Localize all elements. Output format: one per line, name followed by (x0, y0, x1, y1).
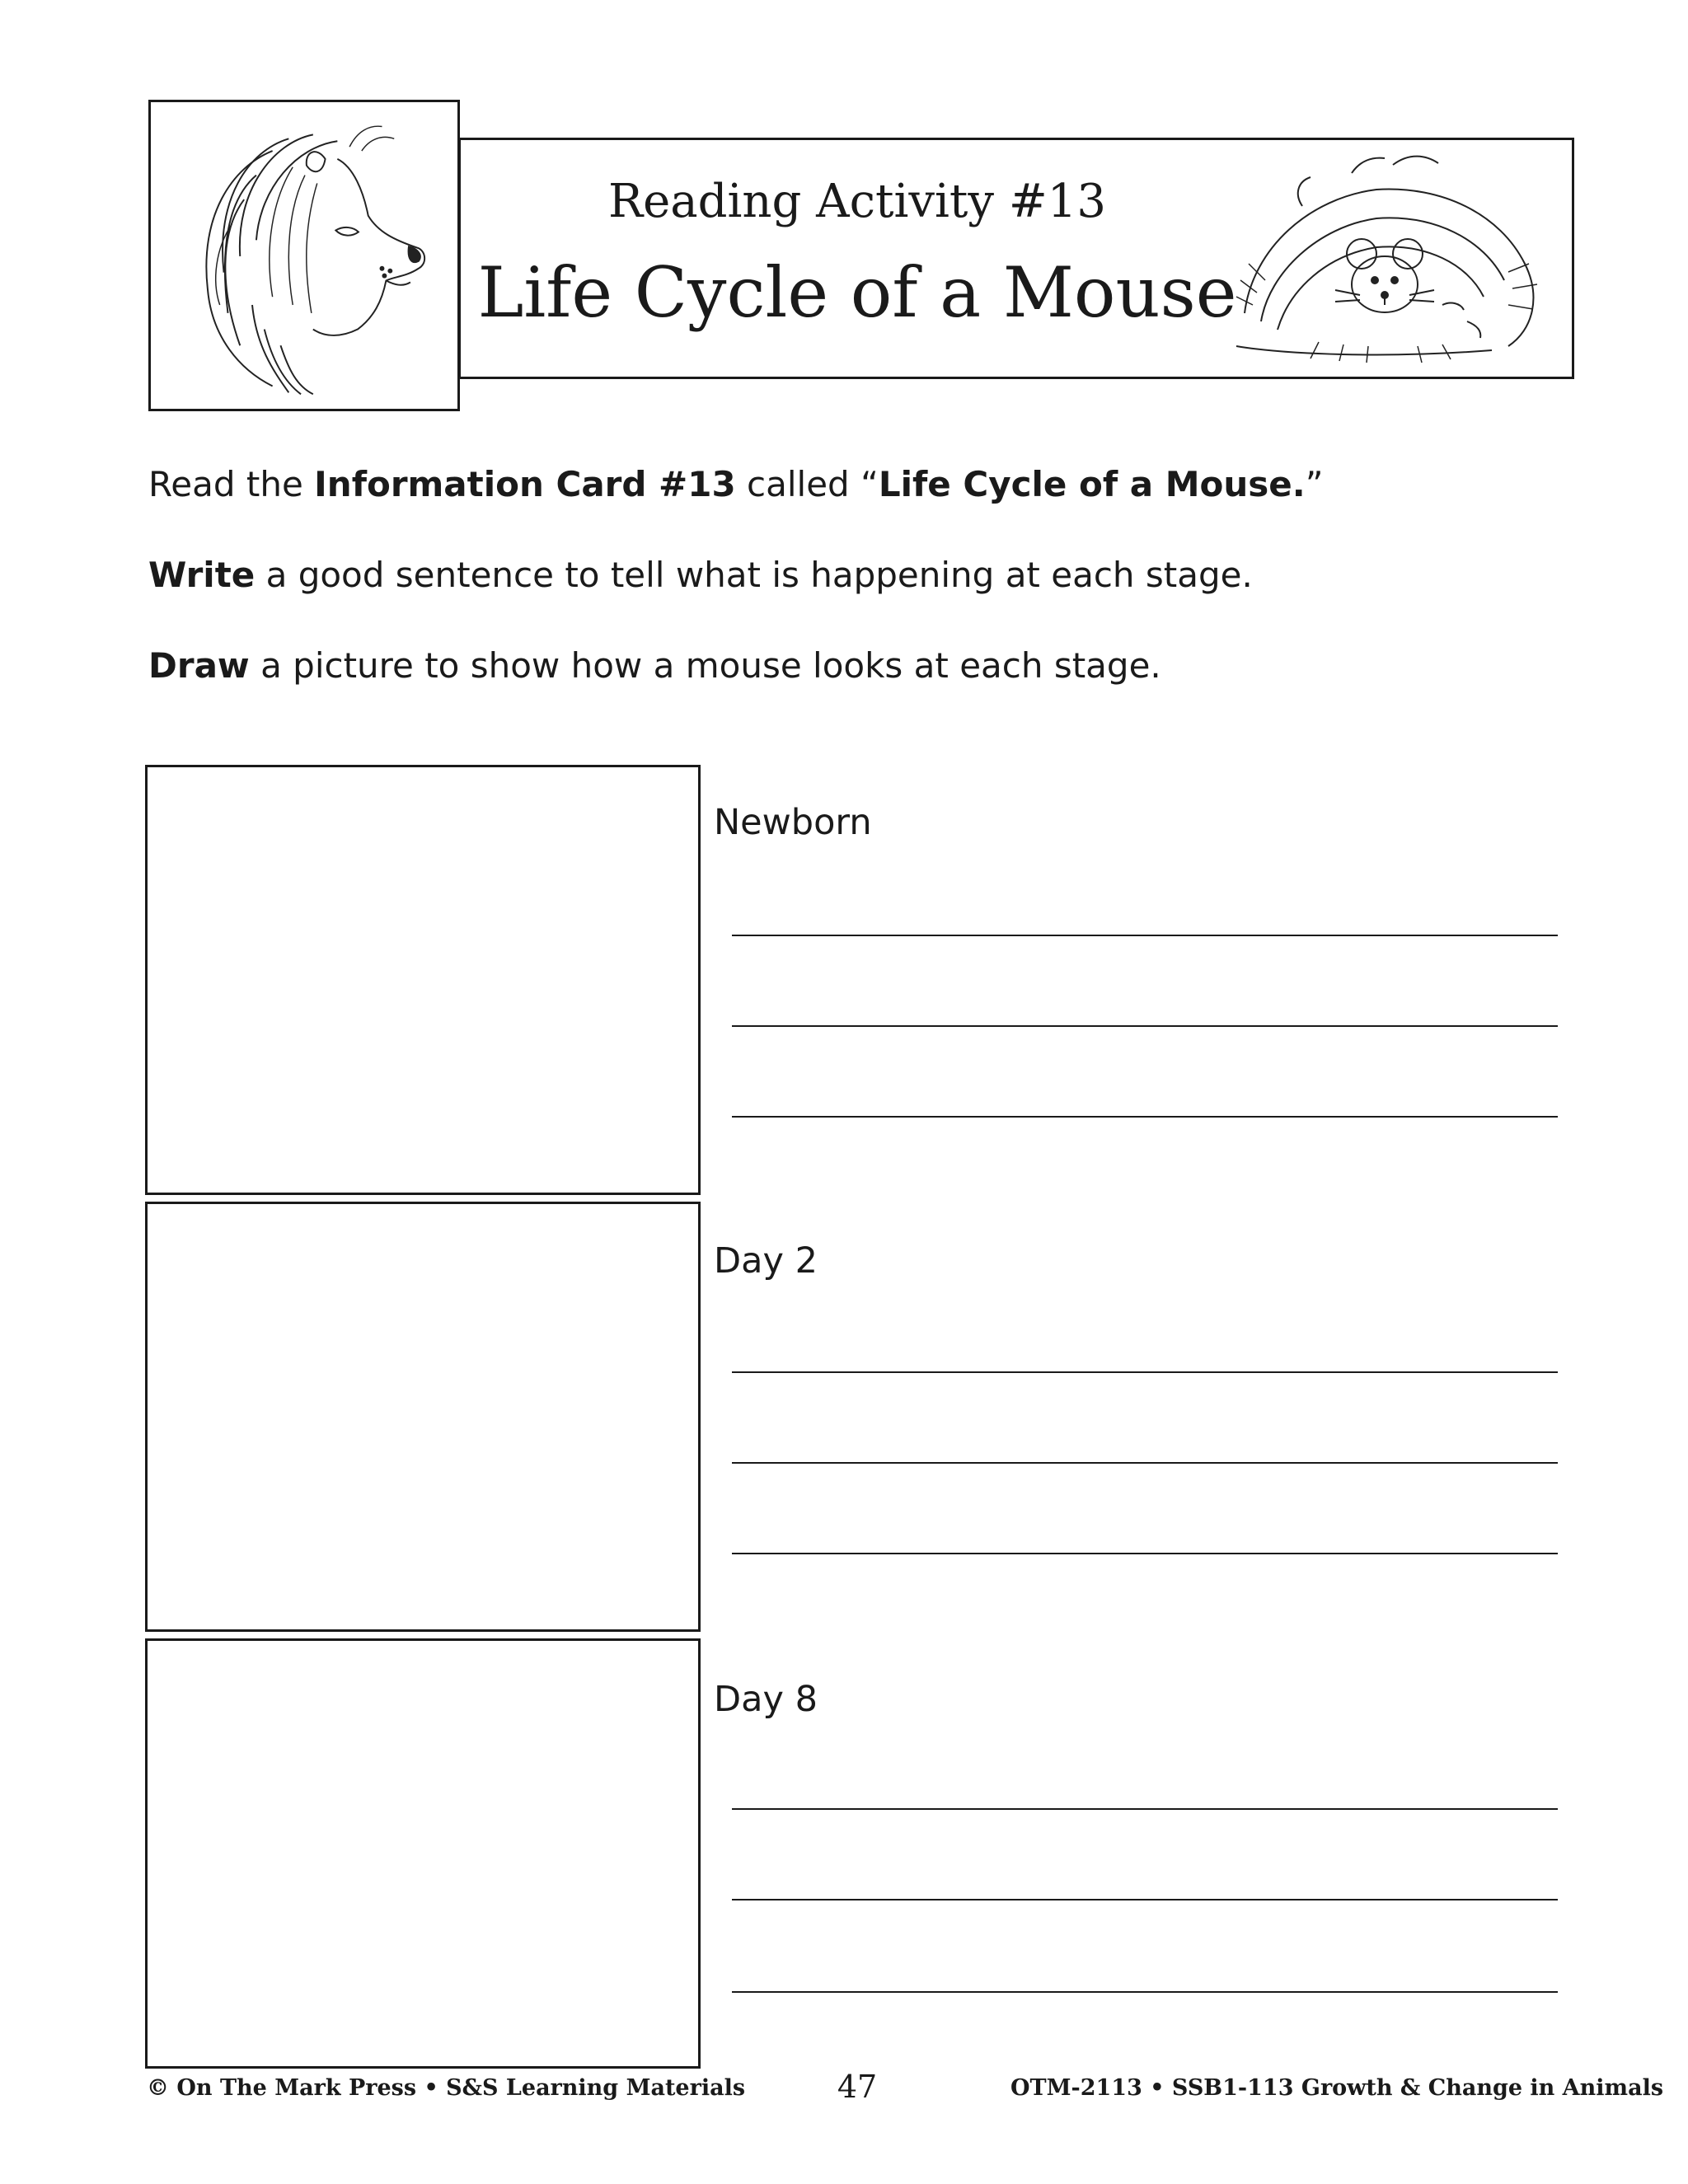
stage-label-day-8: Day 8 (714, 1679, 818, 1720)
drawing-box-newborn[interactable] (145, 765, 701, 1195)
footer-book-code: OTM-2113 • SSB1-113 Growth & Change in Animals (1010, 2075, 1664, 2101)
writing-line[interactable] (732, 1025, 1558, 1027)
stage-label-day-2: Day 2 (714, 1240, 818, 1282)
writing-line[interactable] (732, 1462, 1558, 1464)
instruction-emphasis: Draw (148, 645, 250, 686)
lion-head-icon (148, 100, 460, 411)
instruction-read (148, 462, 1323, 508)
instruction-emphasis: Life Cycle of a Mouse. (878, 464, 1306, 504)
instruction-text: Read the (148, 464, 315, 504)
drawing-box-day-2[interactable] (145, 1202, 701, 1632)
stage-label-newborn: Newborn (714, 802, 872, 843)
instruction-write (148, 552, 1253, 598)
page-number: 47 (837, 2069, 878, 2105)
instruction-emphasis: Information Card #13 (314, 464, 736, 504)
activity-subtitle: Reading Activity #13 (607, 175, 1107, 228)
page-title: Life Cycle of a Mouse (477, 252, 1237, 333)
writing-line[interactable] (732, 1371, 1558, 1373)
drawing-box-day-8[interactable] (145, 1638, 701, 2069)
writing-line[interactable] (732, 1116, 1558, 1118)
instruction-draw (148, 643, 1161, 689)
footer-copyright: © On The Mark Press • S&S Learning Materials (147, 2075, 746, 2101)
writing-line[interactable] (732, 935, 1558, 936)
instruction-text: called “ (735, 464, 879, 504)
instruction-text: a picture to show how a mouse looks at each stage. (249, 645, 1161, 686)
writing-line[interactable] (732, 1991, 1558, 1993)
writing-line[interactable] (732, 1553, 1558, 1554)
writing-line[interactable] (732, 1899, 1558, 1900)
instruction-emphasis: Write (148, 555, 256, 595)
writing-line[interactable] (732, 1808, 1558, 1810)
instruction-text: a good sentence to tell what is happening at each stage. (255, 555, 1253, 595)
instruction-text: ” (1305, 464, 1324, 504)
lion-and-mouse-icon (1220, 148, 1566, 373)
